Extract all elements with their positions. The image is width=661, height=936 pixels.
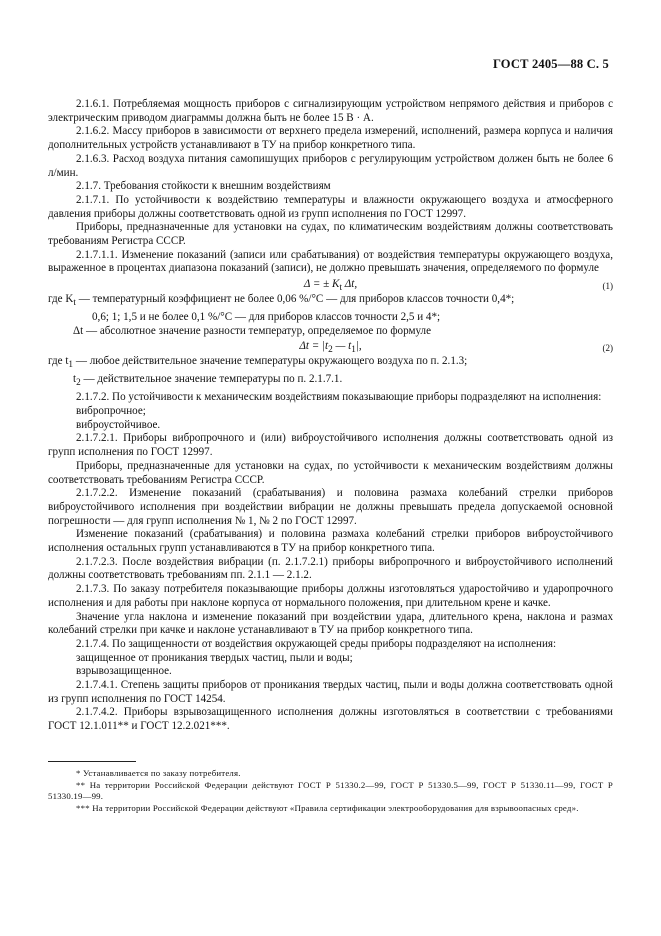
- definition-kt-continued: 0,6; 1; 1,5 и не более 0,1 %/°С — для приборов классов точности 2,5 и 4*;: [92, 311, 441, 324]
- footnote: * Устанавливается по заказу потребителя.: [76, 768, 241, 778]
- formula-1-sub: t: [339, 283, 343, 294]
- paragraph: 2.1.6.2. Массу приборов в зависимости от верхнего предела измерений, исполнений, размера корпуса и наличия дополнительных устройств устанавливают в ТУ на прибор конкретного типа.: [48, 125, 613, 152]
- definition-t2: [48, 373, 613, 391]
- formula-2-tail: |,: [355, 340, 362, 353]
- def-kt-sub: t: [73, 298, 76, 309]
- definition-dt: Δt — абсолютное значение разности температур, определяемое по формуле: [73, 324, 431, 337]
- def-t2-prefix: t: [73, 373, 77, 386]
- paragraph: Значение угла наклона и изменение показаний при воздействии удара, длительного крена, наклона и размах колебаний стрелки при качке и наклоне устанавливают в ТУ на прибор конкретного типа.: [48, 610, 613, 637]
- formula-1: [48, 276, 613, 293]
- formula-2-expression: [48, 340, 613, 358]
- formula-2-main: Δt = |t: [299, 340, 329, 353]
- footnotes: [48, 768, 613, 814]
- paragraph: 2.1.7.1. По устойчивости к воздействию температуры и влажности окружающего воздуха и атмосферного давления приборы должны соответствовать одной из групп исполнения по ГОСТ 12997.: [48, 193, 613, 220]
- footnote: *** На территории Российской Федерации действуют «Правила сертификации электрооборудования для взрывоопасных сред».: [76, 802, 579, 813]
- formula-2-sub2: 1: [351, 345, 356, 356]
- paragraph: 2.1.6.3. Расход воздуха питания самопишущих приборов с регулирующим устройством должен быть не более 6 л/мин.: [48, 152, 613, 179]
- paragraph: 2.1.7.2.2. Изменение показаний (срабатывания) и половина размаха колебаний стрелки приборов виброустойчивого исполнения при воздействии вибрации не должны превышать предела допускаемой основной погрешности — для групп исполнения № 1, № 2 по ГОСТ 12997.: [48, 487, 613, 527]
- paragraph: Приборы, предназначенные для установки на судах, по устойчивости к механическим воздействиям должны соответствовать требованиям Регистра СССР.: [48, 459, 613, 486]
- formula-1-expression: [48, 278, 613, 296]
- footnote-separator: [48, 761, 136, 762]
- def-kt-prefix: где K: [48, 293, 74, 306]
- def-t1-prefix: где t: [48, 355, 69, 368]
- formula-1-number: (1): [602, 281, 613, 292]
- page-header: ГОСТ 2405—88 С. 5: [492, 57, 609, 71]
- def-t2-text: — действительное значение температуры по п. 2.1.7.1.: [80, 373, 343, 386]
- def-t1-text: — любое действительное значение температуры окружающего воздуха по п. 2.1.3;: [73, 355, 468, 368]
- formula-2-mid: — t: [332, 340, 352, 353]
- paragraph: 2.1.7.4.2. Приборы взрывозащищенного исполнения должны изготовляться в соответствии с требованиями ГОСТ 12.1.011** и ГОСТ 12.2.021***.: [48, 706, 613, 733]
- list-item: виброустойчивое.: [76, 418, 161, 431]
- list-item: вибропрочное;: [76, 405, 146, 418]
- paragraph: Изменение показаний (срабатывания) и половина размаха колебаний стрелки приборов виброустойчивого исполнения остальных групп устанавливаются в ТУ на прибор конкретного типа.: [48, 528, 613, 555]
- paragraph: 2.1.7.4.1. Степень защиты приборов от проникания твердых частиц, пыли и воды должна соответствовать одной из групп исполнения по ГОСТ 14254.: [48, 679, 613, 705]
- paragraph: 2.1.7.4. По защищенности от воздействия окружающей среды приборы подразделяют на исполнения:: [76, 637, 557, 650]
- formula-2-number: (2): [602, 343, 613, 354]
- list-item: взрывозащищенное.: [76, 665, 172, 678]
- footnote: ** На территории Российской Федерации действуют ГОСТ Р 51330.2—99, ГОСТ Р 51330.5—99, ГОСТ Р 51330.11—99, ГОСТ Р 51330.19—99.: [48, 779, 613, 802]
- paragraph: 2.1.7.2.1. Приборы вибропрочного и (или) виброустойчивого исполнения должны соответствовать одной из групп исполнения по ГОСТ 12997.: [48, 432, 613, 459]
- section-heading: 2.1.7. Требования стойкости к внешним воздействиям: [76, 180, 331, 193]
- list-item: защищенное от проникания твердых частиц, пыли и воды;: [76, 651, 353, 664]
- document-body: [48, 98, 613, 734]
- paragraph: 2.1.7.2.3. После воздействия вибрации (п. 2.1.7.2.1) приборы вибропрочного и виброустойчивого исполнений должны соответствовать требованиям пп. 2.1.1 — 2.1.2.: [48, 555, 613, 582]
- paragraph: Приборы, предназначенные для установки на судах, по климатическим воздействиям должны соответствовать требованиям Регистра СССР.: [48, 221, 613, 248]
- def-t1-sub: 1: [68, 360, 74, 371]
- paragraph: 2.1.7.3. По заказу потребителя показывающие приборы должны изготовляться ударостойчиво и ударопрочного исполнения и для работы при наклоне корпуса от нормального положения, при длительном крене и качке.: [48, 583, 613, 609]
- def-kt-text: — температурный коэффициент не более 0,06 %/°С — для приборов классов точности 0,4*;: [75, 293, 515, 306]
- formula-1-main: Δ = ± K: [303, 278, 340, 291]
- formula-2-sub1: 2: [328, 345, 333, 356]
- paragraph: 2.1.7.1.1. Изменение показаний (записи или срабатывания) от воздействия температуры окружающего воздуха, выраженное в процентах диапазона показаний (записи), не должно превышать значения, определяемого по формуле: [48, 248, 613, 275]
- formula-1-tail: Δt,: [342, 278, 358, 291]
- def-t2-sub: 2: [76, 378, 81, 389]
- paragraph: 2.1.7.2. По устойчивости к механическим воздействиям показывающие приборы подразделяют на исполнения:: [76, 391, 602, 404]
- paragraph: 2.1.6.1. Потребляемая мощность приборов с сигнализирующим устройством непрямого действия и приборов с электрическим приводом диаграммы должна быть не более 15 В · А.: [48, 98, 613, 124]
- formula-2: [48, 338, 613, 355]
